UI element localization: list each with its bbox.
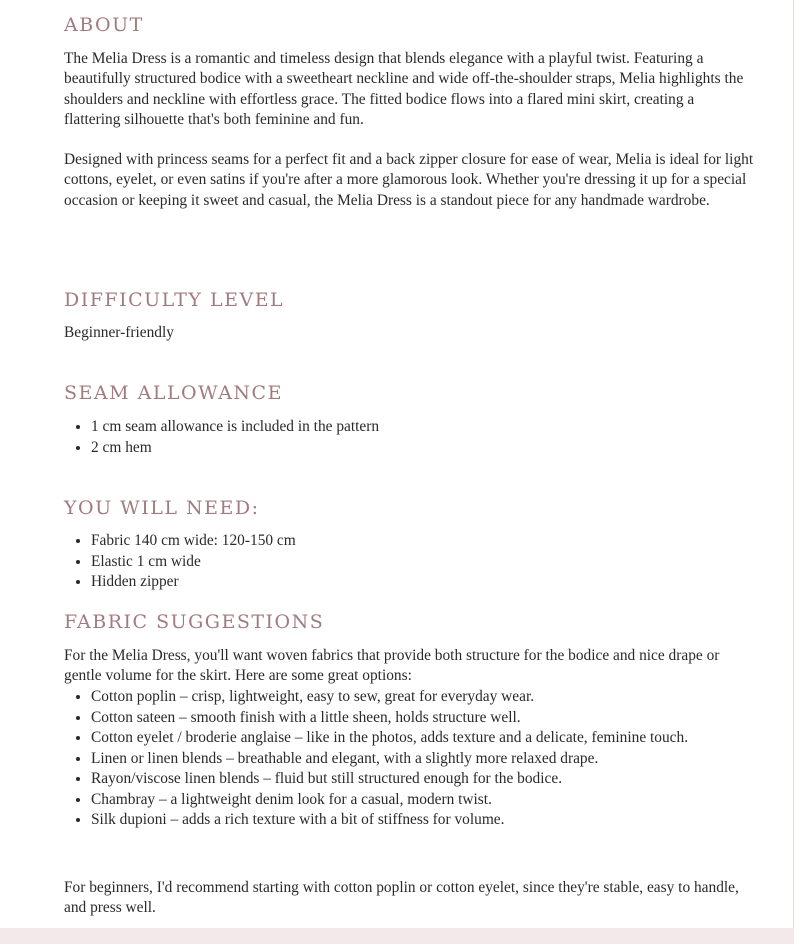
- fabric-suggestions-closing: For beginners, I'd recommend starting with cotton poplin or cotton eyelet, since they're stable, easy to handle, and press well.: [64, 879, 739, 917]
- difficulty-heading: DIFFICULTY LEVEL: [64, 289, 285, 311]
- list-item: • Cotton sateen – smooth finish with a little sheen, holds structure well.: [91, 708, 781, 729]
- you-will-need-list: [64, 531, 781, 593]
- about-paragraph-1: The Melia Dress is a romantic and timeless design that blends elegance with a playful twist. Featuring a beautifully structured bodice with a sweetheart neckline and wide off-the-shoulder straps, Melia highlights the shoulders and neckline with effortless grace. The fitted bodice flows into a flared mini skirt, creating a flattering silhouette that's both feminine and fun.: [64, 50, 744, 129]
- fabric-suggestions-heading: FABRIC SUGGESTIONS: [64, 611, 325, 633]
- list-item: • 2 cm hem: [91, 438, 781, 459]
- list-item: • Linen or linen blends – breathable and elegant, with a slightly more relaxed drape.: [91, 749, 781, 770]
- list-item: • Cotton poplin – crisp, lightweight, easy to sew, great for everyday wear.: [91, 687, 781, 708]
- fabric-suggestions-intro: For the Melia Dress, you'll want woven fabrics that provide both structure for the bodice and nice drape or gentle volume for the skirt. Here are some great options:: [64, 647, 720, 685]
- list-item: • Fabric 140 cm wide: 120-150 cm: [91, 531, 781, 552]
- list-item: • Elastic 1 cm wide: [91, 552, 781, 573]
- you-will-need-heading: YOU WILL NEED:: [64, 497, 260, 519]
- seam-allowance-list: [64, 417, 781, 458]
- fabric-suggestions-list: [64, 687, 781, 831]
- list-item: • Rayon/viscose linen blends – fluid but still structured enough for the bodice.: [91, 769, 781, 790]
- list-item: • Silk dupioni – adds a rich texture with a bit of stiffness for volume.: [91, 810, 781, 831]
- list-item: • Chambray – a lightweight denim look for a casual, modern twist.: [91, 790, 781, 811]
- seam-allowance-heading: SEAM ALLOWANCE: [64, 382, 283, 404]
- list-item: • 1 cm seam allowance is included in the pattern: [91, 417, 781, 438]
- about-heading: ABOUT: [64, 14, 144, 36]
- page-footer-strip: [0, 928, 794, 944]
- list-item: • Cotton eyelet / broderie anglaise – like in the photos, adds texture and a delicate, feminine touch.: [91, 728, 781, 749]
- list-item: • Hidden zipper: [91, 572, 781, 593]
- about-paragraph-2: Designed with princess seams for a perfect fit and a back zipper closure for ease of wear, Melia is ideal for light cottons, eyelet, or even satins if you're after a more glamorous look. Whether you're dressing it up for a special occasion or keeping it sweet and casual, the Melia Dress is a standout piece for any handmade wardrobe.: [64, 151, 754, 209]
- difficulty-text: Beginner-friendly: [64, 324, 174, 341]
